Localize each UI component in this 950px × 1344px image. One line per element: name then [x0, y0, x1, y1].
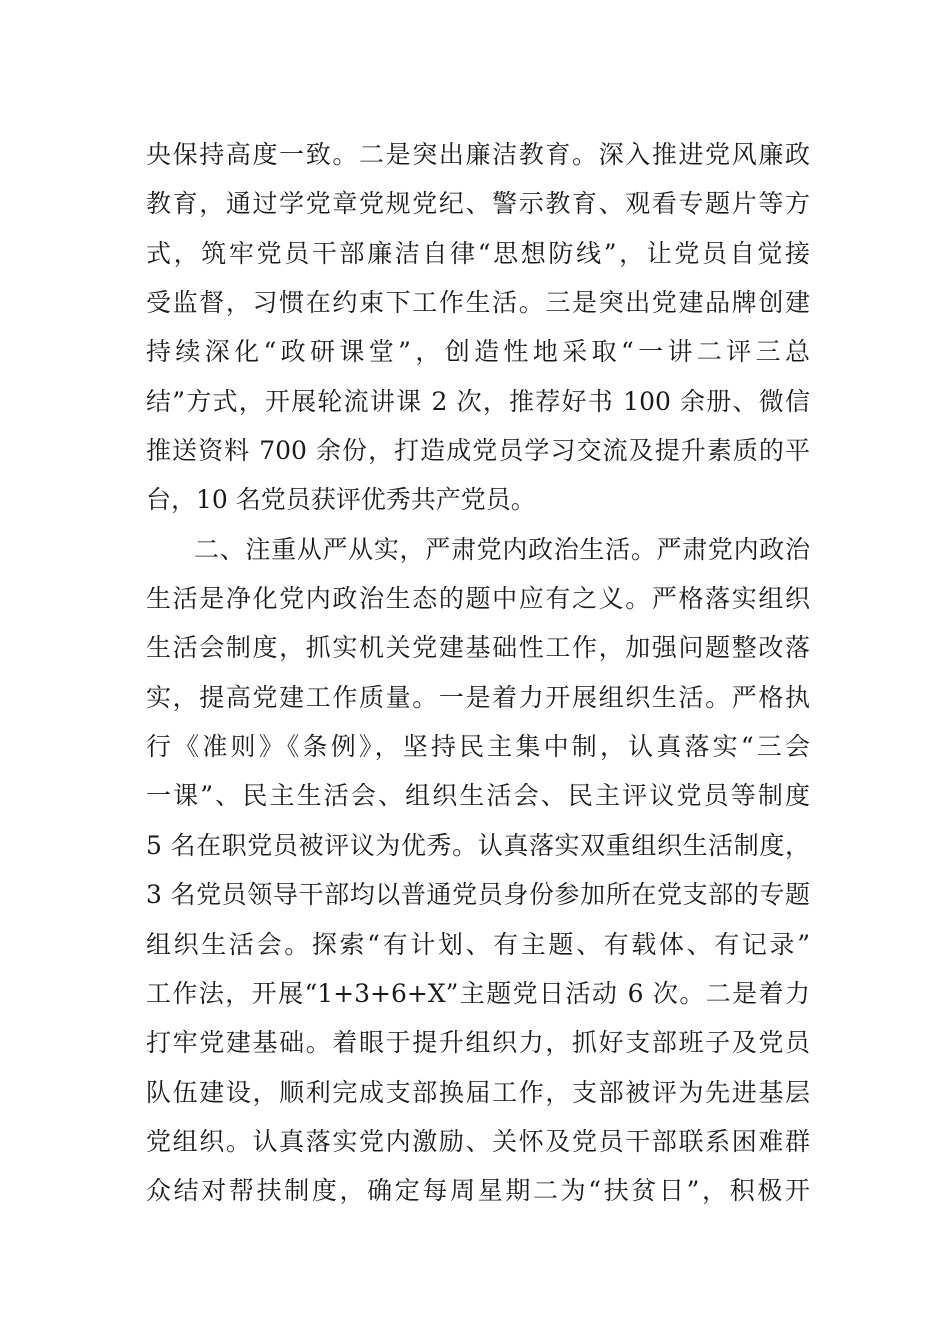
text-line: 工作法，开展“1+3+6+X”主题党日活动 6 次。二是着力	[146, 978, 810, 1008]
text-line: 一课”、民主生活会、组织生活会、民主评议党员等制度	[146, 781, 810, 811]
paragraph-end-line: 台，10 名党员获评优秀共产党员。	[146, 485, 536, 515]
text-line: 5 名在职党员被评议为优秀。认真落实双重组织生活制度，	[146, 830, 810, 860]
body-text	[146, 130, 810, 1216]
text-line: 组织生活会。探索“有计划、有主题、有载体、有记录”	[146, 929, 810, 959]
text-line: 党组织。认真落实党内激励、关怀及党员干部联系困难群	[146, 1126, 810, 1156]
text-line: 生活是净化党内政治生态的题中应有之义。严格落实组织	[146, 584, 810, 614]
section-heading-line: 二、注重从严从实，严肃党内政治生活。严肃党内政治	[194, 534, 810, 564]
text-line: 打牢党建基础。着眼于提升组织力，抓好支部班子及党员	[146, 1028, 810, 1058]
text-line: 推送资料 700 余份，打造成党员学习交流及提升素质的平	[146, 436, 810, 466]
text-line: 结”方式，开展轮流讲课 2 次，推荐好书 100 余册、微信	[146, 386, 810, 416]
text-line: 行《准则》《条例》，坚持民主集中制，认真落实“三会	[146, 732, 810, 762]
text-line: 教育，通过学党章党规党纪、警示教育、观看专题片等方	[146, 189, 810, 219]
text-line: 持续深化“政研课堂”，创造性地采取“一讲二评三总	[146, 337, 810, 367]
text-line: 队伍建设，顺利完成支部换届工作，支部被评为先进基层	[146, 1077, 810, 1107]
text-line: 央保持高度一致。二是突出廉洁教育。深入推进党风廉政	[146, 140, 810, 169]
text-line: 式，筑牢党员干部廉洁自律“思想防线”，让党员自觉接	[146, 238, 810, 268]
text-line: 众结对帮扶制度，确定每周星期二为“扶贫日”，积极开	[146, 1176, 810, 1206]
text-line: 实，提高党建工作质量。一是着力开展组织生活。严格执	[146, 682, 810, 712]
text-line: 3 名党员领导干部均以普通党员身份参加所在党支部的专题	[146, 880, 810, 910]
text-line: 受监督，习惯在约束下工作生活。三是突出党建品牌创建	[146, 288, 810, 318]
text-line: 生活会制度，抓实机关党建基础性工作，加强问题整改落	[146, 633, 810, 663]
